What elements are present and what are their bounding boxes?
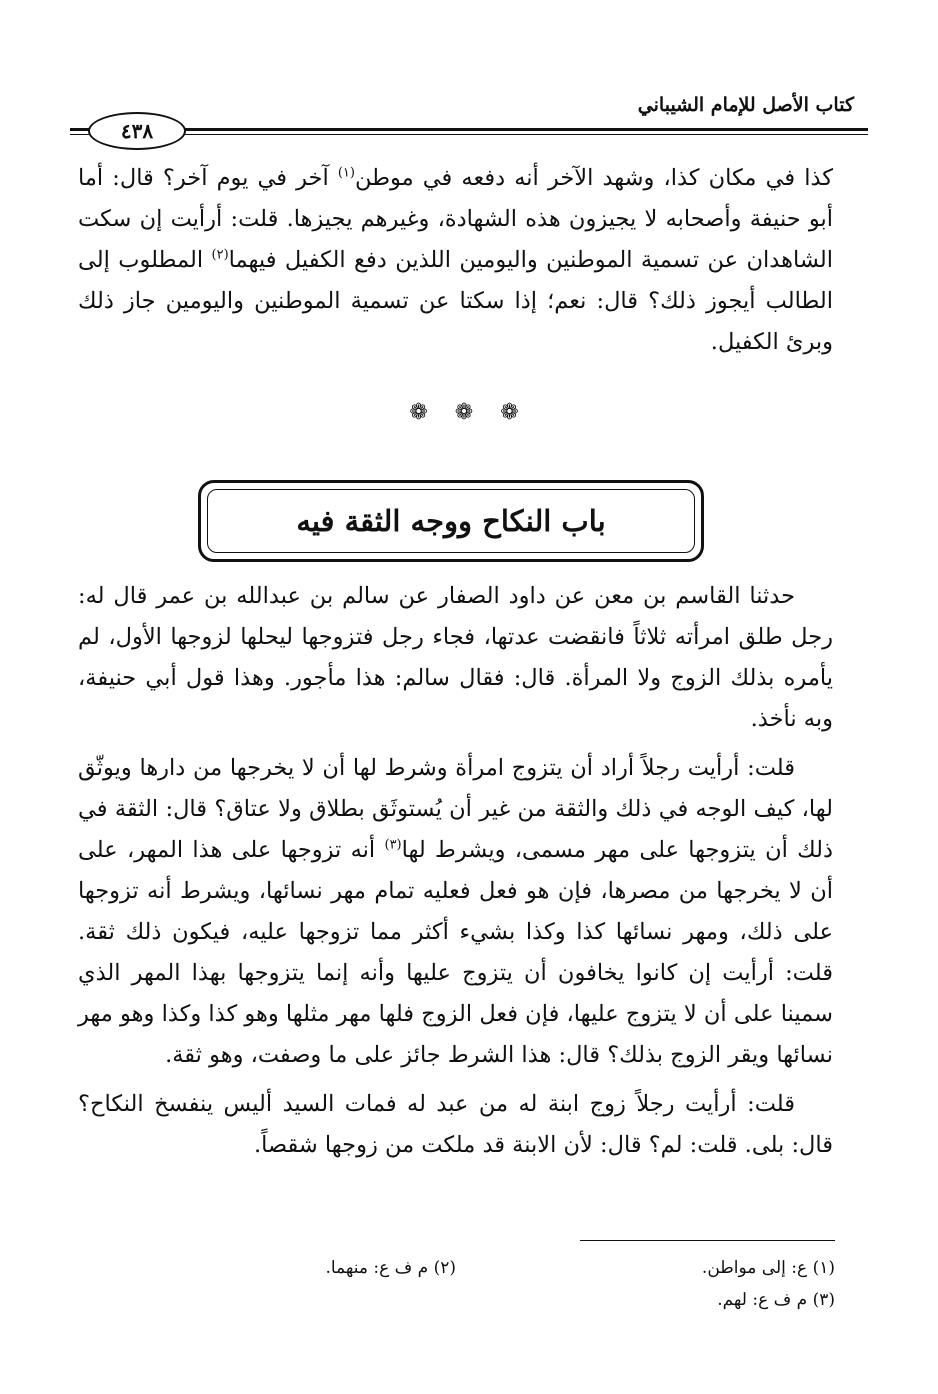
header-rule-thin [70, 134, 868, 135]
chapter-body [78, 576, 833, 1166]
running-header [70, 88, 868, 148]
intro-paragraph [78, 158, 833, 363]
footnote-ref-1: (١) [337, 165, 355, 181]
chapter-heading-frame [198, 480, 704, 562]
section-separator: ❁ ❁ ❁ [409, 400, 529, 425]
paragraph-1: حدثنا القاسم بن معن عن داود الصفار عن سالم بن عبدالله بن عمر قال له: رجل طلق امرأته ثلاثاً فانقضت عدتها، فجاء رجل فتزوجها ليحلها لزوجها الأول، لم يأمره بذلك الزوج ولا المرأة. قال: فقال سالم: هذا مأجور. وهذا قول أبي حنيفة، وبه نأخذ. [78, 583, 833, 732]
paragraph-2 [78, 748, 833, 1076]
footnote-2-text: م ف ع: منهما. [325, 1258, 429, 1278]
footnote-1-text: ع: إلى مواطن. [701, 1258, 808, 1278]
paragraph-2-text-b: أنه تزوجها على هذا المهر، على أن لا يخرجها من مصرها، فإن هو فعل فعليه تمام مهر نسائها، ويشرط أنه تزوجها على ذلك، ومهر نسائها كذا وكذا بشيء أكثر مما تزوجها عليه، فيكون ذلك ثقة. قلت: أرأيت إن كانوا يخافون أن يتزوج عليها وأنه إنما يتزوجها بهذا المهر الذي سمينا على أن لا يتزوج عليها، فإن فعل الزوج فلها مهر مثلها وهو كذا وكذا وهو مهر نسائها ويقر الزوج بذلك؟ قال: هذا الشرط جائز على ما وصفت، وهو ثقة. [78, 837, 833, 1068]
footnote-2-marker: (٢) [433, 1258, 456, 1278]
chapter-heading-inner [207, 489, 695, 553]
footnote-1 [702, 1258, 835, 1278]
paragraph-3: قلت: أرأيت رجلاً زوج ابنة له من عبد له فمات السيد أليس ينفسخ النكاح؟ قال: بلى. قلت: لم؟ قال: لأن الابنة قد ملكت من زوجها شقصاً. [78, 1091, 833, 1158]
intro-text-3: المطلوب إلى الطالب أيجوز ذلك؟ قال: نعم؛ إذا سكتا عن تسمية الموطنين واليومين جاز ذلك وبرئ الكفيل. [78, 247, 833, 355]
intro-text-2: آخر في يوم آخر؟ قال: أما أبو حنيفة وأصحابه لا يجيزون هذه الشهادة، وغيرهم يجيزها. قلت: أرأيت إن سكت الشاهدان عن تسمية الموطنين واليومين اللذين دفع الكفيل فيهما [78, 165, 833, 273]
footnote-2 [325, 1258, 456, 1278]
footnote-3-marker: (٣) [812, 1290, 835, 1310]
footnote-1-marker: (١) [812, 1258, 835, 1278]
page-number [88, 112, 186, 150]
paragraph-2-text-a: قلت: أرأيت رجلاً أراد أن يتزوج امرأة وشرط لها أن لا يخرجها من دارها ويوثّق لها، كيف الوجه في ذلك والثقة من غير أن يُستوثَق بطلاق ولا عتاق؟ قال: الثقة في ذلك أن يتزوجها على مهر مسمى، ويشرط لها [78, 755, 834, 863]
footnote-3 [717, 1290, 835, 1310]
footnote-ref-2: (٢) [211, 247, 229, 263]
book-title: كتاب الأصل للإمام الشيباني [637, 94, 854, 116]
header-rule [70, 128, 868, 131]
footnote-rule [580, 1240, 835, 1241]
page-number-text: ٤٣٨ [120, 119, 154, 143]
footnote-ref-3: (٣) [384, 837, 402, 853]
intro-text-1: كذا في مكان كذا، وشهد الآخر أنه دفعه في موطن [354, 165, 833, 191]
footnote-3-text: م ف ع: لهم. [717, 1290, 808, 1310]
chapter-title: باب النكاح ووجه الثقة فيه [296, 504, 606, 538]
